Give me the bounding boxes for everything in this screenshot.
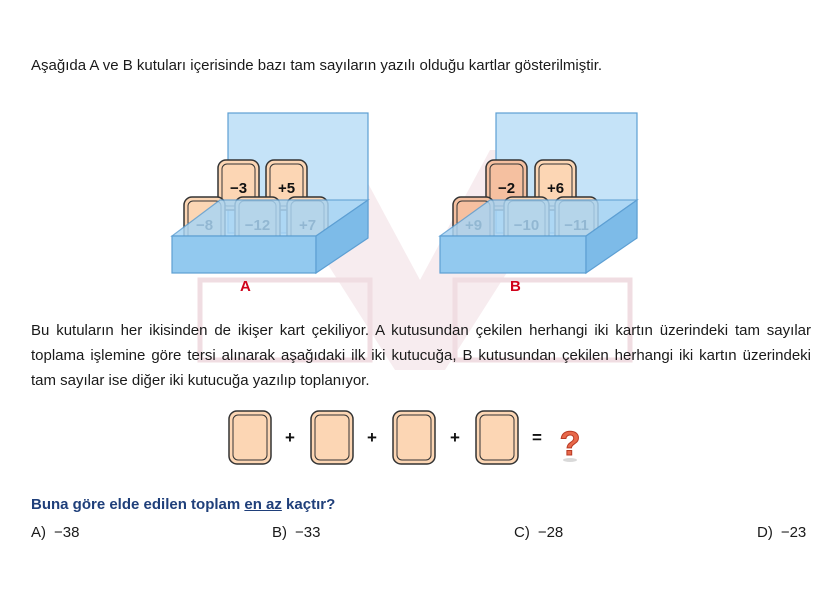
option-value: −38 (54, 524, 80, 541)
card-value: −2 (497, 180, 516, 197)
option-value: −33 (295, 524, 321, 541)
option-value: −28 (537, 524, 564, 541)
plus-sign: + (367, 428, 377, 447)
intro-text: Aşağıda A ve B kutuları içerisinde bazı tam sayıların yazılı olduğu kartlar gösterilmiştir. (31, 57, 603, 74)
option-a[interactable] (31, 524, 79, 541)
problem-paragraph: Bu kutuların her ikisinden de ikişer kart çekiliyor. A kutusundan çekilen herhangi iki kartın üzerindeki tam sayılar toplama işlemine göre tersi alınarak aşağıdaki ilk iki kutucuğa, B kutusundan çekilen herhangi iki kartın üzerindeki tam sayılar ise diğer iki kutucuğa yazılıp toplanıyor. (31, 322, 811, 389)
box-b-label: B (510, 278, 521, 295)
question-text (31, 496, 335, 513)
question-after: kaçtır? (281, 496, 336, 513)
box-a-front (172, 236, 316, 273)
empty-card-1 (229, 411, 271, 464)
plus-sign: + (450, 428, 460, 447)
option-c[interactable] (514, 524, 563, 541)
svg-text:?: ? (559, 425, 581, 463)
equals-sign: = (532, 428, 542, 447)
equation-row (229, 411, 580, 464)
box-a-label: A (240, 278, 251, 295)
question-before: Buna göre elde edilen toplam (31, 496, 245, 513)
option-letter: C) (514, 524, 530, 541)
box-b-front (440, 236, 586, 273)
question-emphasis: en az (244, 496, 282, 513)
card-value: +5 (277, 180, 296, 197)
card-value: +6 (546, 180, 565, 197)
option-d[interactable] (757, 524, 806, 541)
option-b[interactable] (272, 524, 320, 541)
option-letter: A) (31, 524, 46, 541)
option-letter: B) (272, 524, 287, 541)
empty-card-2 (311, 411, 353, 464)
box-b (440, 113, 637, 295)
empty-card-4 (476, 411, 518, 464)
option-value: −23 (780, 524, 807, 541)
option-letter: D) (757, 524, 773, 541)
plus-sign: + (285, 428, 295, 447)
card-value: −3 (229, 180, 248, 197)
question-mark-icon (560, 425, 581, 463)
empty-card-3 (393, 411, 435, 464)
box-a (172, 113, 368, 295)
